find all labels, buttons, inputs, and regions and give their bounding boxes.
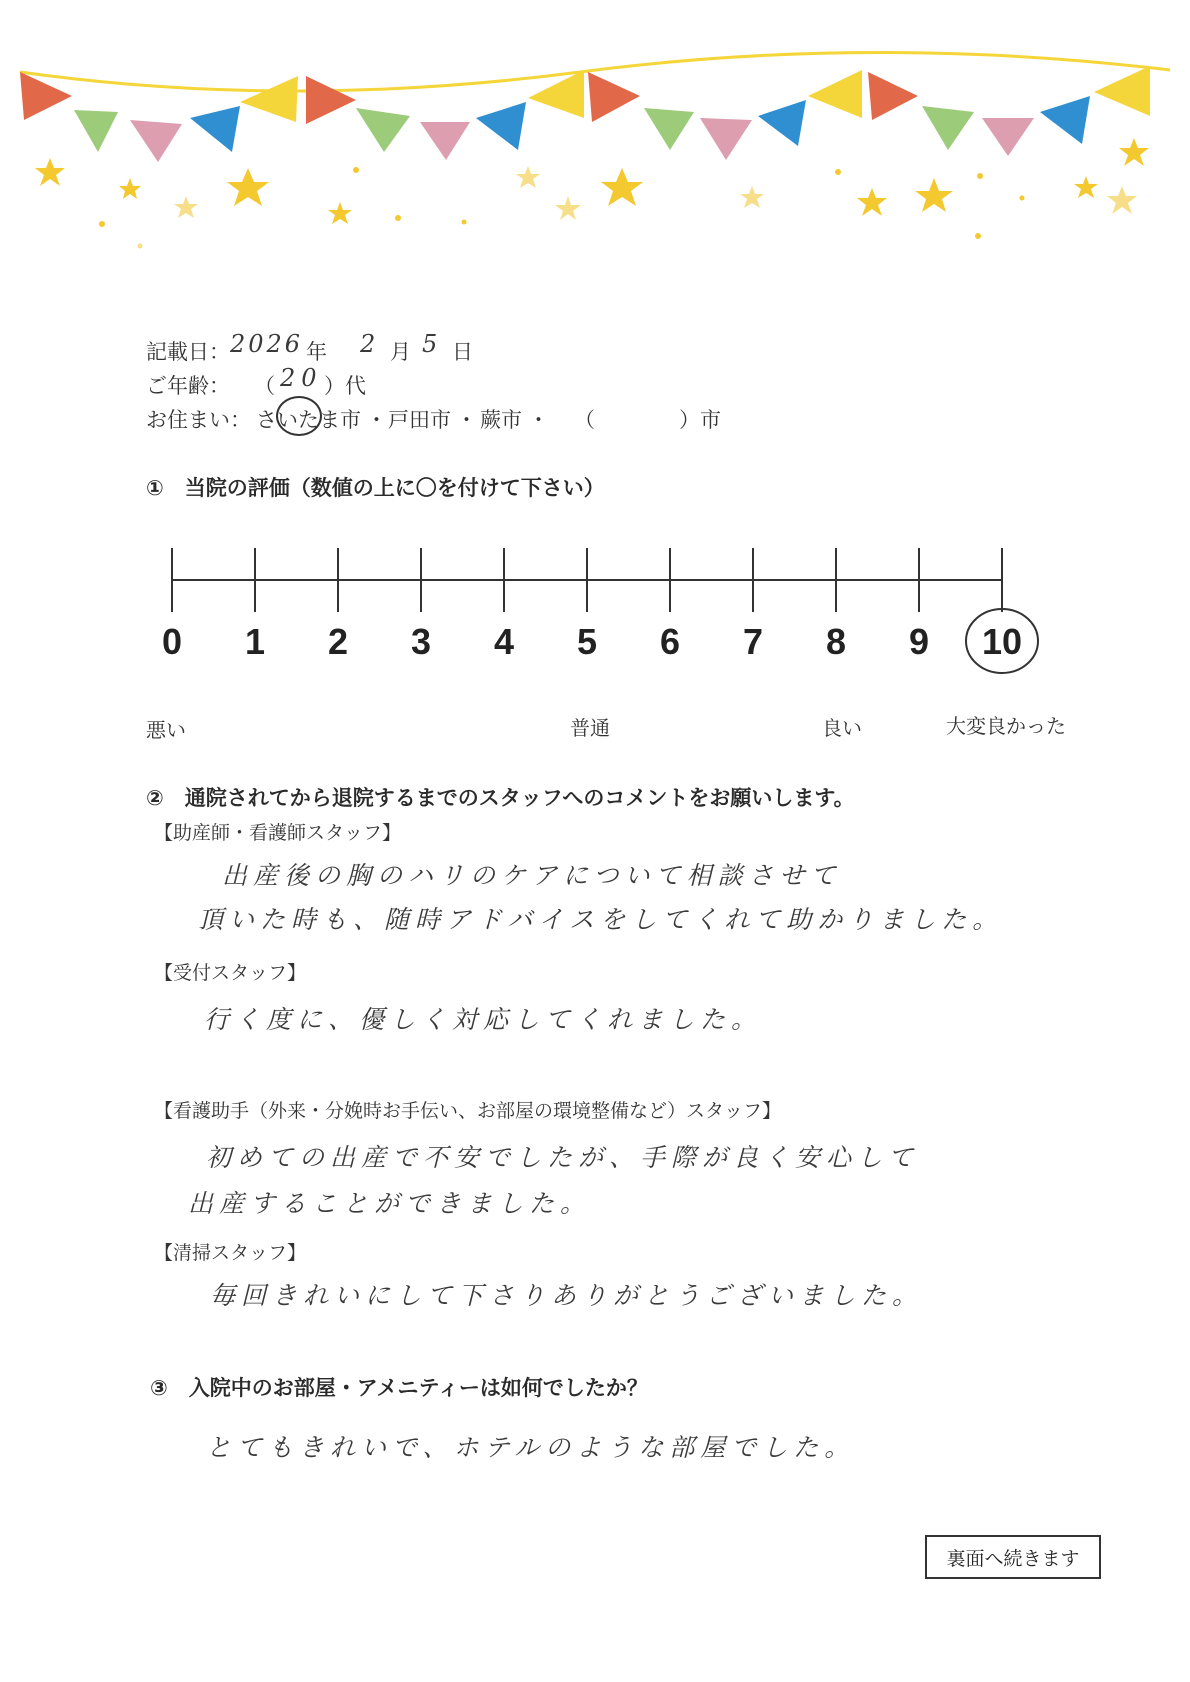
flag-pink — [130, 120, 182, 162]
flag-blue — [190, 106, 240, 152]
section-label: 【清掃スタッフ】 — [154, 1242, 307, 1264]
flag-green — [74, 110, 118, 152]
dot-icon — [977, 173, 983, 179]
bunting-banner — [0, 0, 1190, 250]
flag-blue — [1040, 96, 1090, 144]
handwritten-answer: とてもきれいで、ホテルのような部屋でした。 — [206, 1433, 856, 1462]
separator: ・ — [456, 408, 477, 432]
continue-on-back-note: 裏面へ続きます — [925, 1535, 1101, 1579]
section-label: 【助産師・看護師スタッフ】 — [154, 822, 402, 844]
day-unit: 日 — [452, 340, 473, 364]
q2-heading: ② 通院されてから退院するまでのスタッフへのコメントをお願いします。 — [146, 786, 855, 810]
date-month: 2 — [360, 330, 382, 358]
scale-label-very-good: 大変良かった — [946, 714, 1066, 738]
handwritten-comment: 出産後の胸のハリのケアについて相談させて — [222, 861, 842, 890]
month-unit: 月 — [390, 340, 411, 364]
scale-number-4: 4 — [493, 621, 515, 662]
handwritten-comment: 出産することができました。 — [188, 1189, 592, 1218]
rating-scale — [150, 540, 1050, 700]
residence-option-toda: 戸田市 — [388, 408, 451, 432]
flag-red — [588, 72, 640, 122]
separator: ・ — [528, 408, 549, 432]
handwritten-comment: 行く度に、優しく対応してくれました。 — [204, 1005, 763, 1034]
handwritten-comment: 初めての出産で不安でしたが、手際が良く安心して — [206, 1143, 920, 1172]
scale-number-8: 8 — [825, 621, 847, 662]
age-value: 20 — [280, 364, 323, 392]
flag-yellow — [240, 76, 298, 122]
star-icon — [601, 168, 643, 206]
handwritten-comment: 頂いた時も、随時アドバイスをしてくれて助かりました。 — [198, 905, 1004, 934]
scale-number-9: 9 — [908, 621, 930, 662]
scale-number-2: 2 — [327, 621, 349, 662]
residence-option-other: （ ）市 — [574, 408, 721, 432]
scale-label-good: 良い — [822, 716, 862, 740]
dot-icon — [835, 169, 841, 175]
scale-number-7: 7 — [742, 621, 764, 662]
star-icon — [740, 186, 764, 208]
selection-circle — [276, 396, 322, 436]
dot-icon — [1020, 196, 1025, 201]
stars — [35, 138, 1149, 249]
star-icon — [555, 196, 581, 220]
dot-icon — [462, 220, 467, 225]
star-icon — [1107, 186, 1137, 214]
scale-number-10: 10 — [981, 621, 1023, 662]
scale-label-bad: 悪い — [146, 718, 186, 742]
star-icon — [227, 168, 269, 206]
age-open: （ — [254, 374, 275, 398]
residence-label: お住まい： — [146, 408, 251, 432]
scale-number-6: 6 — [659, 621, 681, 662]
q1-heading: ① 当院の評価（数値の上に〇を付けて下さい） — [146, 476, 605, 500]
date-label: 記載日： — [146, 340, 230, 364]
star-icon — [119, 178, 141, 199]
dot-icon — [975, 233, 981, 239]
star-icon — [1074, 176, 1098, 198]
dot-icon — [99, 221, 105, 227]
star-icon — [857, 188, 887, 216]
handwritten-comment: 毎回きれいにして下さりありがとうございました。 — [210, 1281, 924, 1310]
flag-green — [922, 106, 974, 150]
q3-heading: ③ 入院中のお部屋・アメニティーは如何でしたか？ — [150, 1376, 648, 1400]
flag-red — [306, 76, 356, 124]
flag-blue — [476, 102, 526, 150]
dot-icon — [395, 215, 401, 221]
dot-icon — [353, 167, 359, 173]
flag-green — [644, 108, 694, 150]
star-icon — [915, 178, 953, 212]
age-label: ご年齢： — [146, 374, 230, 398]
section-label: 【看護助手（外来・分娩時お手伝い、お部屋の環境整備など）スタッフ】 — [154, 1100, 782, 1122]
flag-yellow — [1094, 66, 1150, 116]
separator: ・ — [366, 408, 387, 432]
flag-pink — [420, 122, 470, 160]
star-icon — [174, 196, 198, 218]
star-icon — [516, 166, 540, 188]
flag-pink — [700, 118, 752, 160]
scale-number-5: 5 — [576, 621, 598, 662]
date-day: 5 — [422, 330, 444, 358]
scale-label-normal: 普通 — [570, 716, 610, 740]
flag-blue — [758, 100, 806, 146]
star-icon — [1119, 138, 1149, 166]
scale-number-3: 3 — [410, 621, 432, 662]
residence-option-warabi: 蕨市 — [480, 408, 522, 432]
flag-pink — [982, 118, 1034, 156]
star-icon — [35, 158, 65, 186]
flag-yellow — [808, 70, 862, 118]
date-year: 2026 — [230, 330, 304, 358]
scale-number-0: 0 — [161, 621, 183, 662]
flag-green — [356, 108, 410, 152]
flag-red — [868, 72, 918, 120]
bunting-flags — [20, 66, 1150, 162]
star-icon — [328, 202, 352, 224]
scale-number-1: 1 — [244, 621, 266, 662]
year-unit: 年 — [306, 340, 327, 364]
section-label: 【受付スタッフ】 — [154, 962, 307, 984]
age-close: ）代 — [324, 374, 366, 398]
residence-option-saitama: さいたま市 — [256, 408, 361, 432]
dot-icon — [138, 244, 143, 249]
